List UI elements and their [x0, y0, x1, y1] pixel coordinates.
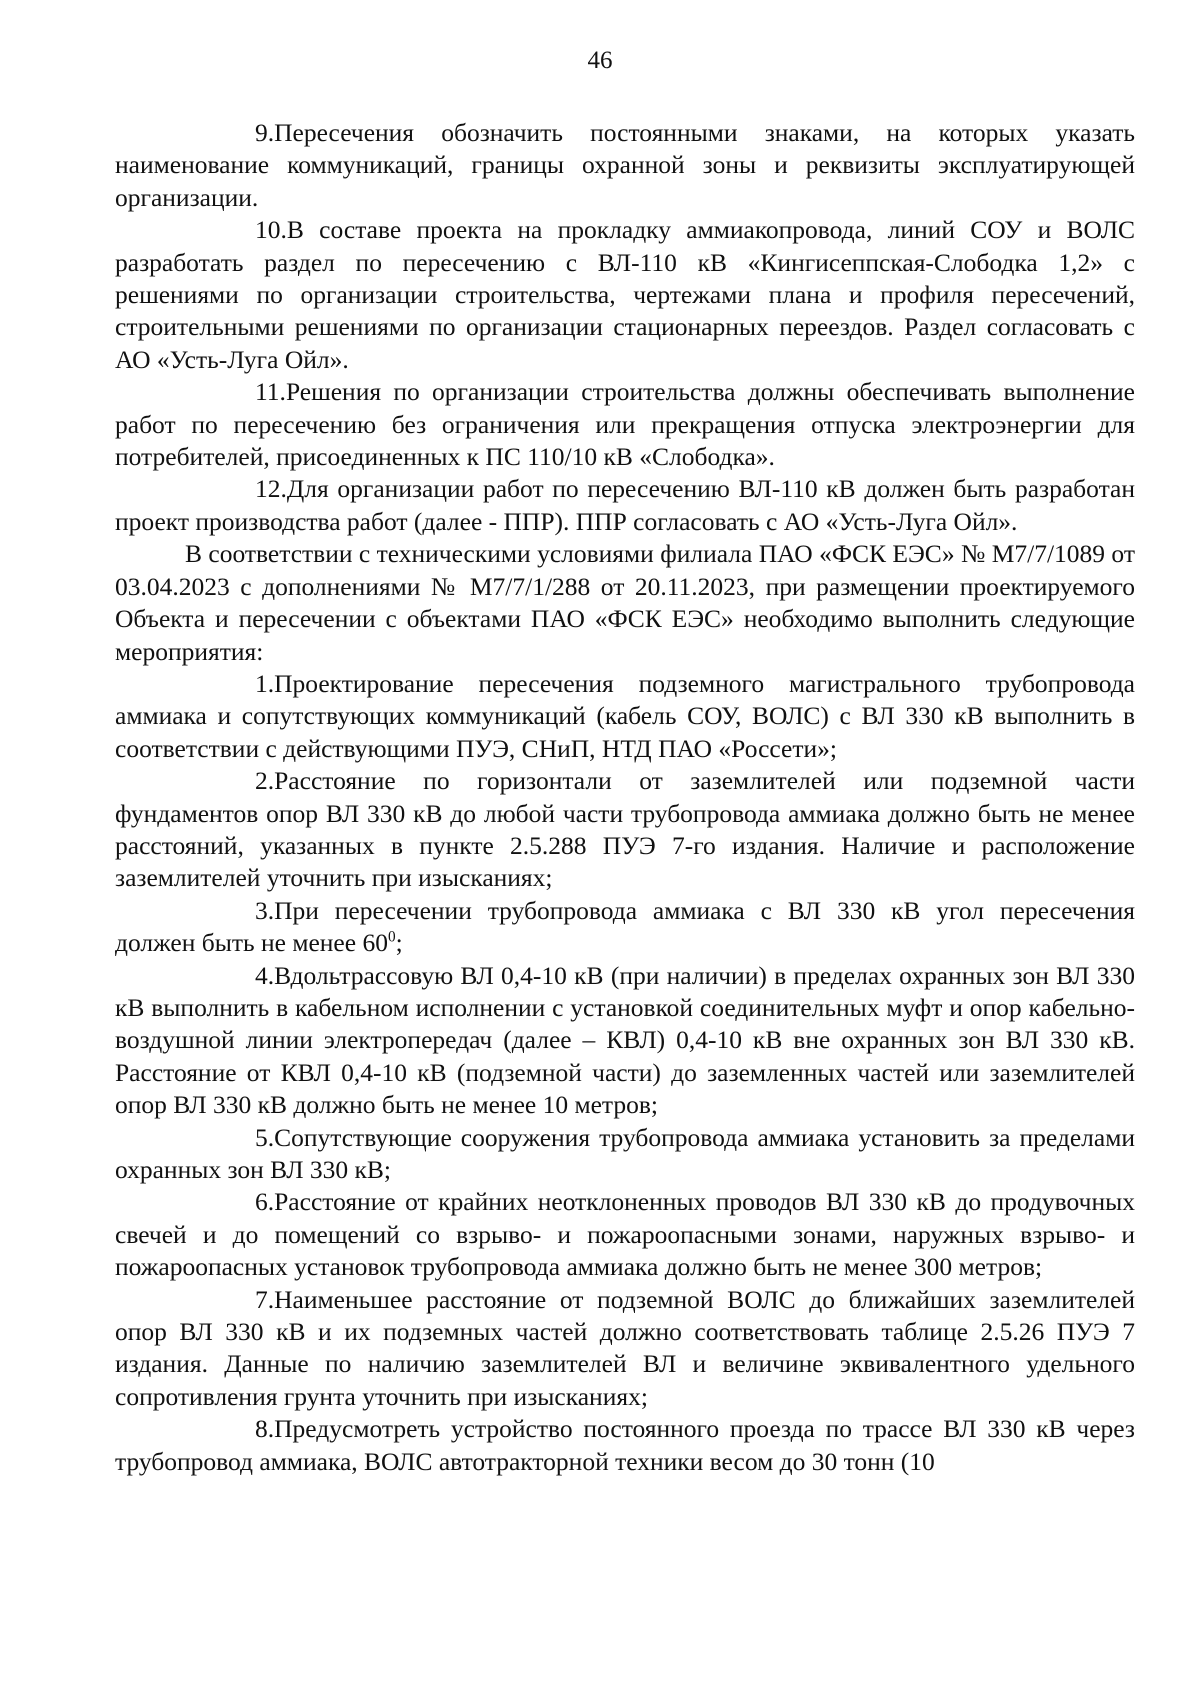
paragraph-text: В составе проекта на прокладку аммиакопровода, линий СОУ и ВОЛС разработать раздел по пересечению с ВЛ-110 кВ «Кингисеппская-Слободка 1,2» с решениями по организации строительства, чертежами плана и профиля пересечений, строительными решениями по организации стационарных переездов. Раздел согласовать с АО «Усть-Луга Ойл». [115, 215, 1135, 374]
paragraph-5 [115, 1122, 1135, 1187]
paragraph-tail: ; [395, 928, 403, 958]
paragraph-text: В соответствии с техническими условиями филиала ПАО «ФСК ЕЭС» № М7/7/1089 от 03.04.2023 с дополнениями № М7/7/1/288 от 20.11.2023, при размещении проектируемого Объекта и пересечении с объектами ПАО «ФСК ЕЭС» необходимо выполнить следующие мероприятия: [115, 539, 1135, 666]
paragraph-text: Расстояние по горизонтали от заземлителей или подземной части фундаментов опор ВЛ 330 кВ до любой части трубопровода аммиака должно быть не менее расстояний, указанных в пункте 2.5.288 ПУЭ 7-го издания. Наличие и расположение заземлителей уточнить при изысканиях; [115, 766, 1135, 893]
item-number: 8. [255, 1414, 275, 1444]
item-number: 6. [255, 1187, 275, 1217]
paragraph-text: Сопутствующие сооружения трубопровода аммиака установить за пределами охранных зон ВЛ 330 кВ; [115, 1122, 1135, 1184]
paragraph-text: Наименьшее расстояние от подземной ВОЛС до ближайших заземлителей опор ВЛ 330 кВ и их подземных частей должно соответствовать таблице 2.5.26 ПУЭ 7 издания. Данные по наличию заземлителей ВЛ и величине эквивалентного удельного сопротивления грунта уточнить при изысканиях; [115, 1284, 1135, 1411]
paragraph-text: Расстояние от крайних неотклоненных проводов ВЛ 330 кВ до продувочных свечей и до помещений со взрыво- и пожароопасными зонами, наружных взрыво- и пожароопасных установок трубопровода аммиака должно быть не менее 300 метров; [115, 1187, 1135, 1282]
paragraph-text: Пересечения обозначить постоянными знаками, на которых указать наименование коммуникаций, границы охранной зоны и реквизиты эксплуатирующей организации. [115, 118, 1135, 212]
item-number: 12. [255, 474, 287, 504]
degree-superscript: 0 [387, 928, 396, 946]
item-number: 5. [255, 1122, 275, 1152]
item-number: 9. [255, 118, 275, 147]
paragraph-text: Для организации работ по пересечению ВЛ-110 кВ должен быть разработан проект производства работ (далее - ППР). ППР согласовать с АО «Усть-Луга Ойл». [115, 474, 1135, 536]
item-number: 4. [255, 960, 275, 990]
item-number: 10. [255, 215, 287, 245]
paragraph-text: Проектирование пересечения подземного магистрального трубопровода аммиака и сопутствующих коммуникаций (кабель СОУ, ВОЛС) с ВЛ 330 кВ выполнить в соответствии с действующими ПУЭ, СНиП, НТД ПАО «Россети»; [115, 668, 1135, 763]
paragraph-12 [115, 473, 1135, 538]
paragraph-1 [115, 668, 1135, 765]
paragraph-text: Вдольтрассовую ВЛ 0,4-10 кВ (при наличии) в пределах охранных зон ВЛ 330 кВ выполнить в кабельном исполнении с установкой соединительных муфт и опор кабельно-воздушной линии электропередач (далее – КВЛ) 0,4-10 кВ вне охранных зон ВЛ 330 кВ. Расстояние от КВЛ 0,4-10 кВ (подземной части) до заземленных частей или заземлителей опор ВЛ 330 кВ должно быть не менее 10 метров; [115, 960, 1135, 1120]
paragraph-text: Предусмотреть устройство постоянного проезда по трассе ВЛ 330 кВ через трубопровод аммиака, ВОЛС автотракторной техники весом до 30 тонн (10 [115, 1414, 1135, 1476]
paragraph-text: При пересечении трубопровода аммиака с ВЛ 330 кВ угол пересечения должен быть не менее 60 [115, 895, 1135, 958]
item-number: 2. [255, 766, 275, 796]
paragraph-11 [115, 376, 1135, 473]
paragraph-6 [115, 1186, 1135, 1283]
item-number: 3. [255, 895, 275, 925]
item-number: 7. [255, 1284, 275, 1314]
paragraph-7 [115, 1284, 1135, 1414]
item-number: 1. [255, 668, 275, 698]
paragraph-8 [115, 1413, 1135, 1478]
paragraph-2 [115, 765, 1135, 895]
paragraph-10 [115, 214, 1135, 376]
paragraph-9 [115, 117, 1135, 214]
paragraph-text: Решения по организации строительства должны обеспечивать выполнение работ по пересечению без ограничения или прекращения отпуска электроэнергии для потребителей, присоединенных к ПС 110/10 кВ «Слободка». [115, 377, 1135, 472]
paragraph-intro [115, 538, 1135, 668]
document-body [115, 117, 1135, 1478]
item-number: 11. [255, 377, 286, 407]
paragraph-3 [115, 895, 1135, 960]
paragraph-4 [115, 960, 1135, 1122]
page-number: 46 [587, 47, 613, 74]
